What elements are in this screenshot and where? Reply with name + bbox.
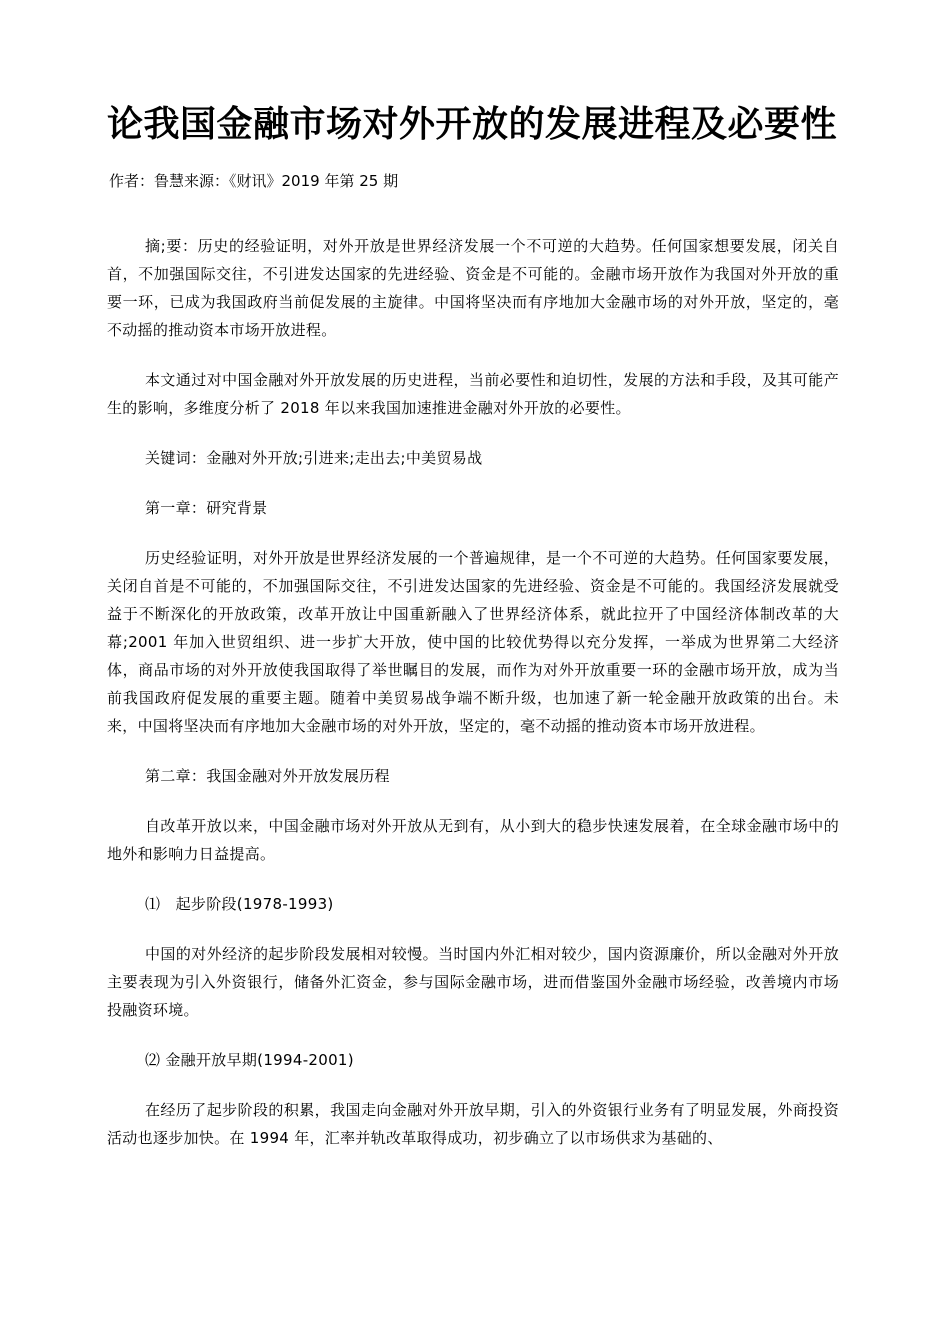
keywords-paragraph: 关键词：金融对外开放;引进来;走出去;中美贸易战 [145, 449, 483, 467]
abstract-paragraph: 摘;要：历史的经验证明，对外开放是世界经济发展一个不可逆的大趋势。任何国家想要发展，闭关自首，不加强国际交往，不引进发达国家的先进经验、资金是不可能的。金融市场开放作为我国对外开放的重要一环，已成为我国政府当前促发展的主旋律。中国将坚决而有序地加大金融市场的对外开放，坚定的，毫不动摇的推动资本市场开放进程。 [107, 237, 839, 339]
section-2-paragraph: 在经历了起步阶段的积累，我国走向金融对外开放早期，引入的外资银行业务有了明显发展，外商投资活动也逐步加快。在 1994 年，汇率并轨改革取得成功，初步确立了以市场供求为基础的、 [107, 1101, 839, 1147]
chapter-1-paragraph: 历史经验证明，对外开放是世界经济发展的一个普遍规律，是一个不可逆的大趋势。任何国家要发展，关闭自首是不可能的，不加强国际交往，不引进发达国家的先进经验、资金是不可能的。我国经济发展就受益于不断深化的开放政策，改革开放让中国重新融入了世界经济体系，就此拉开了中国经济体制改革的大幕;2001 年加入世贸组织、进一步扩大开放，使中国的比较优势得以充分发挥，一举成为世界第二大经济体，商品市场的对外开放使我国取得了举世瞩目的发展，而作为对外开放重要一环的金融市场开放，成为当前我国政府促发展的重要主题。随着中美贸易战争端不断升级，也加速了新一轮金融开放政策的出台。未来，中国将坚决而有序地加大金融市场的对外开放，坚定的，毫不动摇的推动资本市场开放进程。 [107, 549, 839, 735]
chapter-2-paragraph: 自改革开放以来，中国金融市场对外开放从无到有，从小到大的稳步快速发展着，在全球金融市场中的地外和影响力日益提高。 [107, 817, 839, 863]
byline: 作者：鲁慧来源：《财讯》2019 年第 25 期 [109, 172, 399, 190]
title-text: 论我国金融市场对外开放的发展进程及必要性 [107, 104, 838, 145]
section-1-heading: ⑴ 起步阶段(1978-1993) [145, 895, 334, 913]
document-title [107, 100, 839, 206]
section-2-heading: ⑵ 金融开放早期(1994-2001) [145, 1051, 354, 1069]
section-1-paragraph: 中国的对外经济的起步阶段发展相对较慢。当时国内外汇相对较少，国内资源廉价，所以金融对外开放主要表现为引入外资银行，储备外汇资金，参与国际金融市场，进而借鉴国外金融市场经验，改善境内市场投融资环境。 [107, 945, 839, 1019]
chapter-2-heading: 第二章：我国金融对外开放发展历程 [145, 767, 390, 785]
document-page [107, 100, 839, 1152]
chapter-1-heading: 第一章：研究背景 [145, 499, 268, 517]
intro-paragraph: 本文通过对中国金融对外开放发展的历史进程，当前必要性和迫切性，发展的方法和手段，及其可能产生的影响，多维度分析了 2018 年以来我国加速推进金融对外开放的必要性。 [107, 371, 839, 417]
